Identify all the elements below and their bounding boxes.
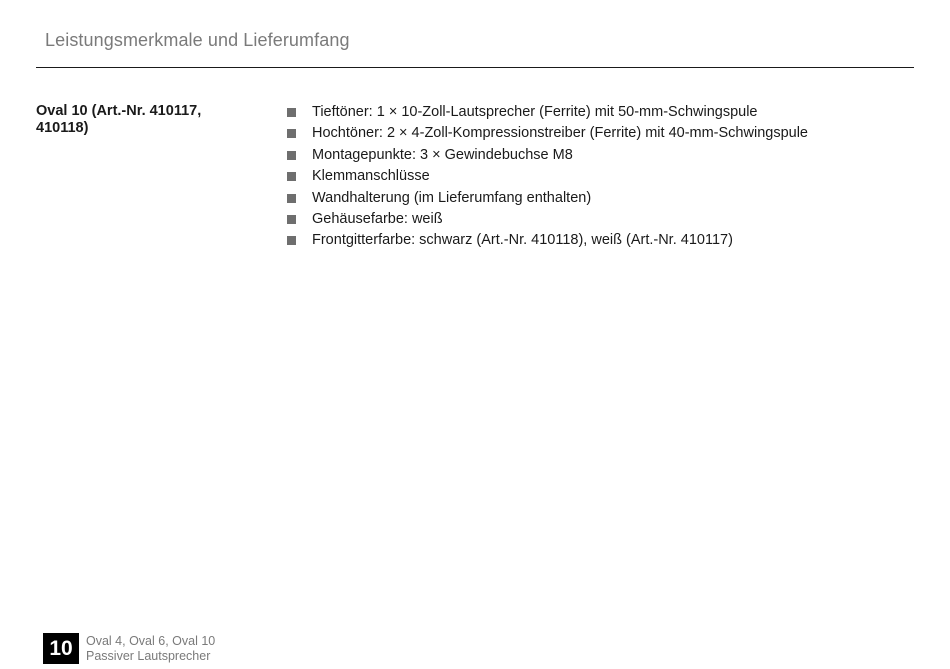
list-item-text: Tieftöner: 1 × 10-Zoll-Lautsprecher (Ferrite) mit 50-mm-Schwingspule: [312, 104, 758, 120]
square-bullet-icon: [287, 151, 296, 160]
list-item: [286, 102, 808, 123]
list-item-text: Klemmanschlüsse: [312, 168, 430, 185]
list-item-text: Frontgitterfarbe: schwarz (Art.-Nr. 410118), weiß (Art.-Nr. 410117): [312, 232, 733, 249]
page-title: Leistungsmerkmale und Lieferumfang: [45, 30, 350, 50]
square-bullet-icon: [287, 108, 296, 117]
footer-product-type: Passiver Lautsprecher: [86, 649, 211, 663]
footer-product-names: Oval 4, Oval 6, Oval 10: [86, 634, 216, 648]
list-item: [286, 230, 808, 251]
list-item: [286, 145, 808, 166]
list-item-text: Hochtöner: 2 × 4-Zoll-Kompressionstreiber (Ferrite) mit 40-mm-Schwingspule: [312, 125, 808, 142]
list-item-text: Gehäusefarbe: weiß: [312, 210, 443, 227]
square-bullet-icon: [287, 172, 296, 181]
feature-list: [286, 102, 808, 252]
square-bullet-icon: [287, 129, 296, 138]
product-title: Oval 10 (Art.-Nr. 410117, 410118): [36, 103, 202, 136]
list-item: [286, 209, 808, 230]
square-bullet-icon: [287, 236, 296, 245]
list-item: [286, 166, 808, 187]
list-item-text: Wandhalterung (im Lieferumfang enthalten): [312, 189, 592, 206]
page-number: 10: [43, 633, 79, 664]
square-bullet-icon: [287, 194, 296, 203]
square-bullet-icon: [287, 215, 296, 224]
list-item: [286, 188, 808, 209]
heading-divider: [36, 67, 914, 68]
list-item: [286, 123, 808, 144]
list-item-text: Montagepunkte: 3 × Gewindebuchse M8: [312, 146, 573, 163]
footer-text: [86, 634, 215, 664]
